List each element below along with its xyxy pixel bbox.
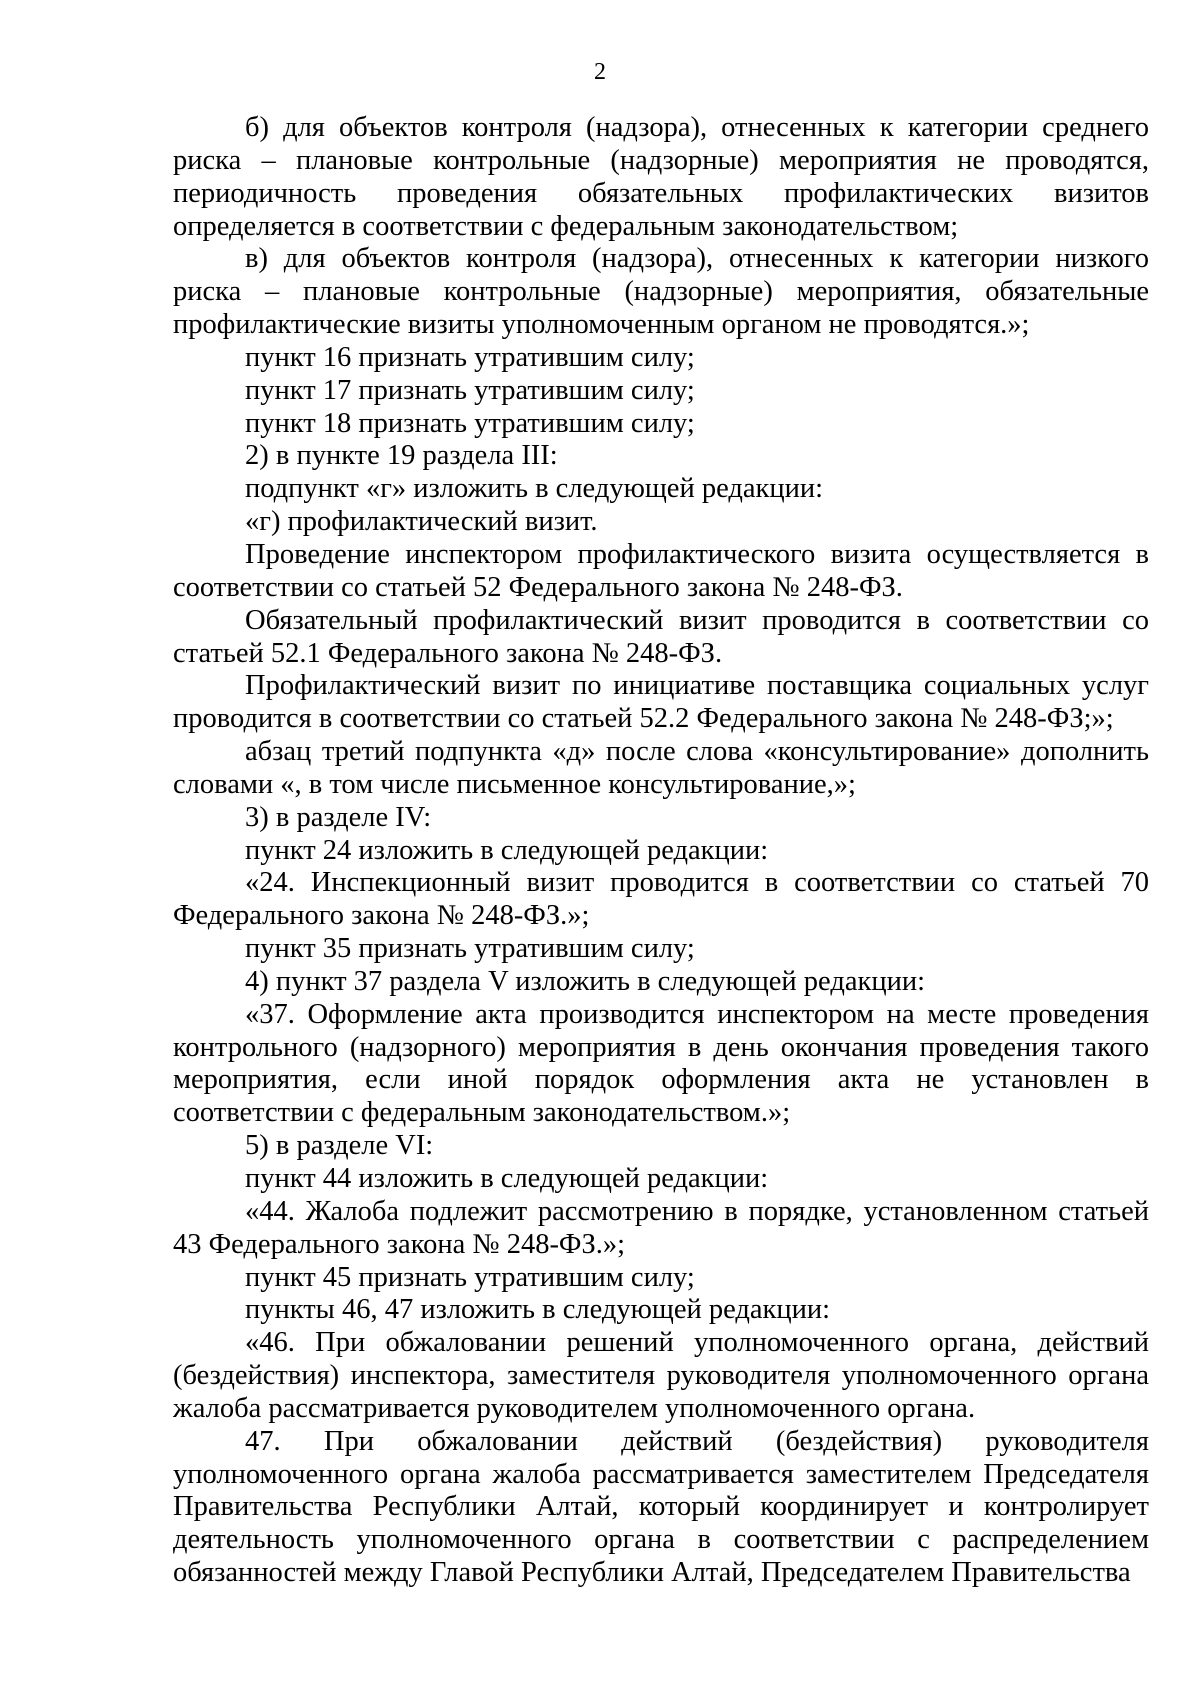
paragraph-items-46-47-intro: пункты 46, 47 изложить в следующей редакции: [245,1294,831,1326]
paragraph-item-44: «44. Жалоба подлежит рассмотрению в порядке, установленном статьей 43 Федерального закона № 248-ФЗ.»; [173,1195,1149,1260]
paragraph-item-45: пункт 45 признать утратившим силу; [245,1261,695,1293]
paragraph-item-37: «37. Оформление акта производится инспектором на месте проведения контрольного (надзорного) мероприятия в день окончания проведения такого мероприятия, если иной порядок оформления акта не установлен в соответствии с федеральным законодательством.»; [173,998,1149,1129]
paragraph-subitem-g: «г) профилактический визит. [245,506,598,538]
document-body [173,112,1149,1590]
paragraph-item-46: «46. При обжаловании решений уполномоченного органа, действий (бездействия) инспектора, заместителя руководителя уполномоченного органа жалоба рассматривается руководителем уполномоченного органа. [173,1327,1149,1424]
paragraph-item-44-intro: пункт 44 изложить в следующей редакции: [245,1163,769,1194]
paragraph-item-35: пункт 35 признать утратившим силу; [245,933,695,965]
paragraph-item-24: «24. Инспекционный визит проводится в соответствии со статьей 70 Федерального закона № 248-ФЗ.»; [173,867,1149,932]
paragraph-amendment-4: 4) пункт 37 раздела V изложить в следующей редакции: [245,965,926,997]
paragraph-mandatory-visit: Обязательный профилактический визит проводится в соответствии со статьей 52.1 Федерального закона № 248-ФЗ. [173,604,1149,669]
paragraph-subitem-v: в) для объектов контроля (надзора), отнесенных к категории низкого риска – плановые контрольные (надзорные) мероприятия, обязательные профилактические визиты уполномоченным органом не проводятся.»; [173,243,1149,341]
paragraph-amendment-2: 2) в пункте 19 раздела III: [245,440,558,472]
paragraph-item-24-intro: пункт 24 изложить в следующей редакции: [245,834,769,866]
paragraph-subitem-d: абзац третий подпункта «д» после слова «консультирование» дополнить словами «, в том числе письменное консультирование,»; [173,736,1149,800]
paragraph-amendment-3: 3) в разделе IV: [245,801,432,833]
paragraph-item-47: 47. При обжаловании действий (бездействия) руководителя уполномоченного органа жалоба рассматривается заместителем Председателя Правительства Республики Алтай, который координирует и контролирует деятельность уполномоченного органа в соответствии с распределением обязанностей между Главой Республики Алтай, Председателем Правительства [173,1425,1149,1589]
paragraph-provider-visit: Профилактический визит по инициативе поставщика социальных услуг проводится в соответствии со статьей 52.2 Федерального закона № 248-ФЗ;»; [173,670,1149,735]
paragraph-subitem-g-intro: подпункт «г» изложить в следующей редакции: [245,473,824,505]
paragraph-item-18: пункт 18 признать утратившим силу; [245,407,695,439]
paragraph-subitem-b: б) для объектов контроля (надзора), отнесенных к категории среднего риска – плановые контрольные (надзорные) мероприятия не проводятся, периодичность проведения обязательных профилактических визитов определяется в соответствии с федеральным законодательством; [173,112,1149,242]
paragraph-item-16: пункт 16 признать утратившим силу; [245,341,695,373]
paragraph-preventive-visit: Проведение инспектором профилактического визита осуществляется в соответствии со статьей 52 Федерального закона № 248-ФЗ. [173,538,1149,603]
paragraph-amendment-5: 5) в разделе VI: [245,1130,434,1162]
paragraph-item-17: пункт 17 признать утратившим силу; [245,374,695,406]
page-number: 2 [594,59,606,85]
